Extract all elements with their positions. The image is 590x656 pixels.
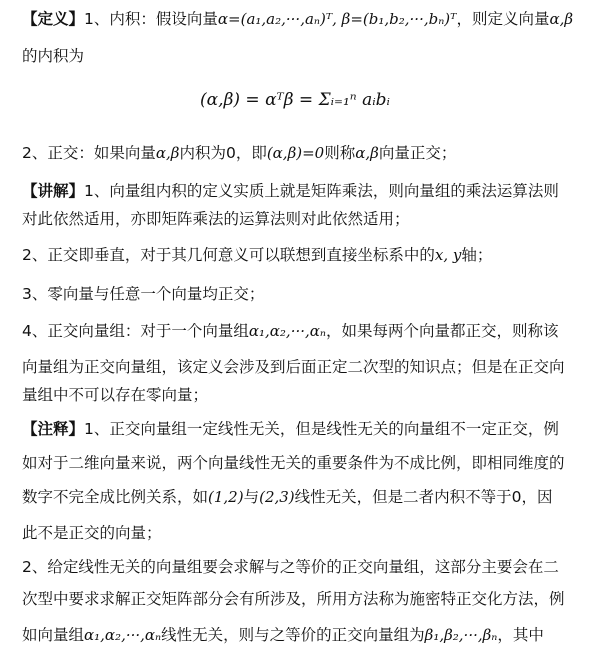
notes-line-3 — [22, 486, 578, 508]
notes-set-beta: β₁,β₂,···,βₙ — [424, 626, 498, 644]
definition-line-2-text: 的内积为 — [22, 47, 85, 65]
explanation-point-4-line-2 — [22, 356, 578, 378]
explanation-p1-line2: 对此依然适用，亦即矩阵乘法的运算法则对此依然适用； — [22, 210, 410, 228]
explanation-tag: 【讲解】 — [22, 182, 85, 200]
notes-vector-2: (2,3) — [259, 488, 295, 506]
explanation-p4-pre: 4、正交向量组：对于一个向量组 — [22, 322, 249, 340]
notes-line-2 — [22, 452, 578, 474]
explanation-p4-line2: 向量组为正交向量组，该定义会涉及到后面正定二次型的知识点；但是在正交向 — [22, 358, 565, 376]
explanation-p2-pre: 2、正交即垂直，对于其几何意义可以联想到直接坐标系中的 — [22, 246, 435, 264]
explanation-point-3 — [22, 283, 578, 305]
notes-point-2-line-2 — [22, 588, 578, 610]
notes-n1-line1: 1、正交向量组一定线性无关，但是线性无关的向量组不一定正交，例 — [84, 420, 559, 438]
vector-definitions: α=(a₁,a₂,···,aₙ)ᵀ, β=(b₁,b₂,···,bₙ)ᵀ — [217, 10, 457, 28]
definition-line-2 — [22, 45, 578, 67]
notes-n1-line4: 此不是正交的向量； — [22, 524, 162, 542]
orthogonal-definition — [22, 142, 578, 164]
alpha-beta-symbol: α,β — [549, 10, 574, 28]
notes-line-1 — [22, 418, 578, 440]
notes-n2-line3-mid: 线性无关，则与之等价的正交向量组为 — [161, 626, 425, 644]
explanation-xy: x, y — [434, 246, 462, 264]
explanation-p4-line3: 量组中不可以存在零向量； — [22, 386, 209, 404]
notes-line-4 — [22, 522, 578, 544]
orth-pre: 2、正交：如果向量 — [22, 144, 156, 162]
notes-set-alpha: α₁,α₂,···,αₙ — [84, 626, 162, 644]
notes-n2-line3-end: ，其中 — [497, 626, 544, 644]
orth-equation: (α,β)=0 — [266, 144, 325, 162]
definition-inner-product-label: 1、内积：假设向量 — [84, 10, 218, 28]
notes-n1-line3-mid: 线性无关，但是二者内积不等于0，因 — [294, 488, 553, 506]
explanation-point-2 — [22, 244, 578, 266]
inner-product-formula: (α,β) = αᵀβ = Σᵢ₌₁ⁿ aᵢbᵢ — [200, 90, 390, 110]
notes-n1-line2: 如对于二维向量来说，两个向量线性无关的重要条件为不成比例，即相同维度的 — [22, 454, 565, 472]
notes-n1-line3-pre: 数字不完全成比例关系，如 — [22, 488, 209, 506]
explanation-p3: 3、零向量与任意一个向量均正交； — [22, 285, 265, 303]
definition-line-1-tail: ，则定义向量 — [456, 10, 550, 28]
orth-alpha-beta: α,β — [155, 144, 180, 162]
notes-point-2-line-3 — [22, 624, 578, 646]
explanation-line-1 — [22, 180, 578, 202]
explanation-point-4-line-1 — [22, 320, 578, 342]
notes-tag: 【注释】 — [22, 420, 85, 438]
explanation-p2-post: 轴； — [461, 246, 493, 264]
definition-line-1 — [22, 8, 578, 30]
notes-n2-line3-pre: 如向量组 — [22, 626, 85, 644]
explanation-point-4-line-3 — [22, 384, 578, 406]
notes-vector-1: (1,2) — [208, 488, 244, 506]
explanation-p1-line1: 1、向量组内积的定义实质上就是矩阵乘法，则向量组的乘法运算法则 — [84, 182, 559, 200]
explanation-p4-post: ，如果每两个向量都正交，则称该 — [325, 322, 559, 340]
notes-point-2-line-1 — [22, 556, 578, 578]
orth-end: 向量正交； — [378, 144, 457, 162]
explanation-p4-set: α₁,α₂,···,αₙ — [248, 322, 326, 340]
notes-n2-line1: 2、给定线性无关的向量组要会求解与之等价的正交向量组，这部分主要会在二 — [22, 558, 559, 576]
orth-mid2: 则称 — [324, 144, 356, 162]
orth-mid: 内积为0，即 — [179, 144, 267, 162]
notes-and: 与 — [243, 488, 260, 506]
explanation-line-2 — [22, 208, 578, 230]
definition-tag: 【定义】 — [22, 10, 85, 28]
orth-alpha-beta-2: α,β — [355, 144, 379, 162]
notes-n2-line2: 次型中要求求解正交矩阵部分会有所涉及，所用方法称为施密特正交化方法，例 — [22, 590, 565, 608]
